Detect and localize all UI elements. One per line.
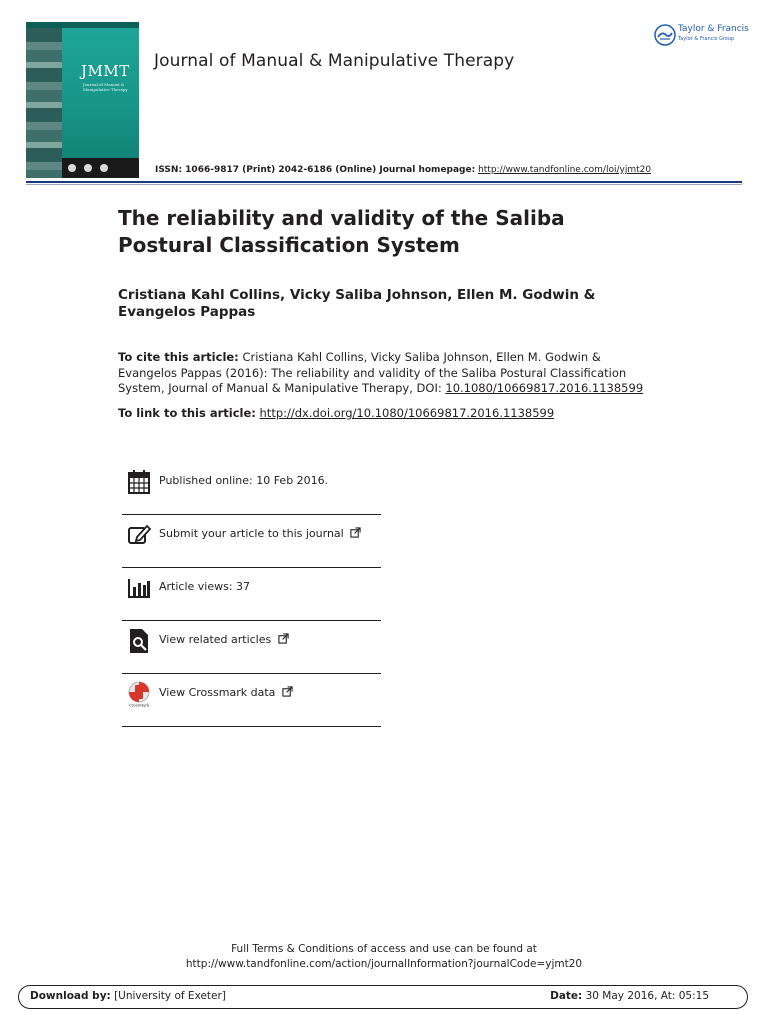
crossmark-label: View Crossmark data	[159, 686, 276, 699]
taylor-francis-icon	[654, 24, 676, 46]
terms-and-conditions	[0, 942, 768, 972]
citation-text: Cristiana Kahl Collins, Vicky Saliba Johnson, Ellen M. Godwin & Evangelos Pappas (2016): The reliability and validity of the Saliba Postural Classification System, Journal of Manual & Manipulative Therapy, DOI:	[118, 350, 627, 395]
bar-chart-icon	[127, 575, 151, 601]
cover-logo-icon	[100, 164, 108, 172]
crossmark-row[interactable]	[122, 674, 381, 727]
download-info-bar	[18, 985, 748, 1009]
issn-line	[155, 165, 651, 175]
related-articles-label: View related articles	[159, 633, 272, 646]
article-info-list	[122, 462, 381, 727]
article-authors: Cristiana Kahl Collins, Vicky Saliba Johnson, Ellen M. Godwin & Evangelos Pappas	[118, 287, 596, 320]
cover-logo-icon	[68, 164, 76, 172]
cover-title: JMMT	[81, 62, 130, 80]
related-articles-link[interactable]	[159, 633, 289, 646]
publisher-logo[interactable]	[654, 22, 749, 48]
external-link-icon	[350, 527, 361, 538]
external-link-icon	[282, 686, 293, 697]
cover-logo-icon	[84, 164, 92, 172]
journal-title: Journal of Manual & Manipulative Therapy	[154, 51, 515, 71]
download-date-value: 30 May 2016, At: 05:15	[585, 990, 709, 1002]
cover-subtitle: Journal of Manual & Manipulative Therapy	[83, 82, 128, 92]
submit-article-link[interactable]	[159, 527, 361, 540]
article-url-link[interactable]: http://dx.doi.org/10.1080/10669817.2016.1138599	[259, 406, 555, 420]
download-by-label: Download by:	[30, 990, 111, 1002]
article-link-line	[118, 406, 678, 421]
crossmark-icon	[127, 681, 151, 707]
citation-label: To cite this article:	[118, 350, 239, 364]
submit-article-row[interactable]	[122, 515, 381, 568]
journal-cover-image	[26, 22, 139, 178]
article-title: The reliability and validity of the Saliba Postural Classification System	[118, 206, 565, 257]
issn-label: ISSN: 1066-9817 (Print) 2042-6186 (Online) Journal homepage:	[155, 165, 476, 175]
terms-url[interactable]: http://www.tandfonline.com/action/journalInformation?journalCode=yjmt20	[185, 958, 583, 970]
journal-homepage-link[interactable]: http://www.tandfonline.com/loi/yjmt20	[478, 165, 652, 175]
download-date-label: Date:	[550, 990, 583, 1002]
related-articles-row[interactable]	[122, 621, 381, 674]
doi-link[interactable]: 10.1080/10669817.2016.1138599	[445, 381, 644, 395]
article-views-row	[122, 568, 381, 621]
header-divider-thin	[26, 184, 742, 185]
calendar-icon	[127, 469, 151, 495]
article-views-count: Article views: 37	[159, 580, 251, 593]
document-search-icon	[127, 628, 151, 654]
download-by	[30, 990, 226, 1002]
download-date	[550, 990, 709, 1002]
submit-article-label: Submit your article to this journal	[159, 527, 344, 540]
header-divider	[26, 181, 742, 183]
edit-icon	[127, 522, 151, 548]
publisher-group: Taylor & Francis Group	[678, 36, 735, 42]
publisher-name: Taylor & Francis	[678, 24, 749, 34]
article-link-label: To link to this article:	[118, 406, 256, 420]
download-by-value: [University of Exeter]	[114, 990, 226, 1002]
terms-line: Full Terms & Conditions of access and use can be found at	[231, 943, 537, 955]
crossmark-link[interactable]	[159, 686, 293, 699]
citation-block	[118, 350, 658, 397]
external-link-icon	[278, 633, 289, 644]
cover-logo-bar	[62, 158, 139, 178]
crossmark-logo-text: CrossMark	[128, 703, 150, 707]
published-date: Published online: 10 Feb 2016.	[159, 474, 329, 487]
published-row	[122, 462, 381, 515]
cover-photo-strip	[26, 28, 62, 178]
